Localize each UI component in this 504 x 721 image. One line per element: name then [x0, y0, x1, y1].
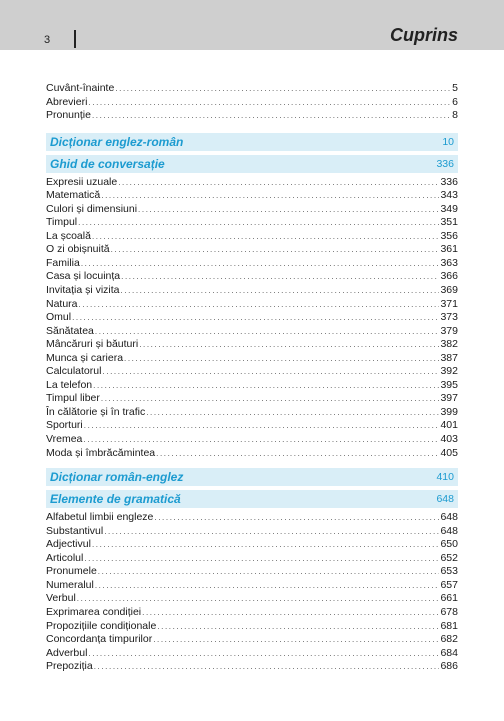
- dot-leader: [138, 203, 439, 217]
- dot-leader: [139, 338, 439, 352]
- toc-entry-page: 657: [440, 578, 458, 591]
- toc-entry[interactable]: [46, 176, 458, 190]
- toc-entry-label: Culori și dimensiuni: [46, 202, 138, 215]
- toc-entry[interactable]: [46, 592, 458, 606]
- toc-entry-label: Numeralul: [46, 578, 94, 591]
- toc-entry-page: 684: [440, 646, 458, 659]
- toc-entry-page: 336: [440, 175, 458, 188]
- toc-entry[interactable]: [46, 365, 458, 379]
- toc-entry[interactable]: [46, 270, 458, 284]
- dot-leader: [156, 447, 439, 461]
- dot-leader: [83, 433, 439, 447]
- toc-entry[interactable]: [46, 189, 458, 203]
- dot-leader: [142, 606, 439, 620]
- toc-entry-page: 361: [440, 243, 458, 256]
- dot-leader: [92, 230, 440, 244]
- dot-leader: [92, 538, 440, 552]
- toc-entry-page: 387: [440, 351, 458, 364]
- spacer: [46, 460, 458, 464]
- section-page: 336: [436, 157, 454, 170]
- table-of-contents: [46, 82, 458, 674]
- dot-leader: [72, 311, 439, 325]
- toc-entry[interactable]: [46, 406, 458, 420]
- toc-entry-page: 399: [440, 405, 458, 418]
- toc-entry-label: În călătorie și în trafic: [46, 405, 146, 418]
- dot-leader: [101, 189, 439, 203]
- toc-entry-label: Sporturi: [46, 419, 83, 432]
- toc-entry-page: 382: [440, 338, 458, 351]
- toc-entry-label: Adverbul: [46, 646, 88, 659]
- toc-entry-page: 648: [440, 524, 458, 537]
- toc-entry-label: Verbul: [46, 592, 76, 605]
- toc-entry-label: La școală: [46, 229, 91, 242]
- dot-leader: [157, 620, 439, 634]
- toc-entry-label: Alfabetul limbii engleze: [46, 511, 154, 524]
- dot-leader: [84, 552, 439, 566]
- toc-entry[interactable]: [46, 311, 458, 325]
- toc-entry-page: 652: [440, 551, 458, 564]
- dot-leader: [84, 419, 440, 433]
- toc-entry[interactable]: [46, 96, 458, 110]
- section-heading[interactable]: [46, 133, 458, 151]
- toc-entry-page: 682: [440, 633, 458, 646]
- toc-entry-page: 379: [440, 324, 458, 337]
- toc-entry[interactable]: [46, 243, 458, 257]
- toc-entry-label: Vremea: [46, 433, 83, 446]
- dot-leader: [118, 176, 439, 190]
- section-heading[interactable]: [46, 468, 458, 486]
- toc-entry[interactable]: [46, 538, 458, 552]
- dot-leader: [146, 406, 439, 420]
- spacer: [46, 123, 458, 129]
- toc-entry[interactable]: [46, 552, 458, 566]
- toc-entry-page: 369: [440, 284, 458, 297]
- toc-entry[interactable]: [46, 230, 458, 244]
- toc-entry[interactable]: [46, 284, 458, 298]
- section-heading[interactable]: [46, 155, 458, 173]
- toc-entry-label: Cuvânt-înainte: [46, 82, 115, 94]
- dot-leader: [111, 243, 440, 257]
- toc-entry-page: 401: [440, 419, 458, 432]
- dot-leader: [77, 592, 440, 606]
- toc-entry-label: Abrevieri: [46, 95, 88, 108]
- section-page: 648: [436, 493, 454, 506]
- toc-entry-page: 349: [440, 202, 458, 215]
- toc-entry-label: Exprimarea condiției: [46, 605, 142, 618]
- dot-leader: [88, 647, 439, 661]
- toc-entry-label: Munca și cariera: [46, 351, 124, 364]
- section-title: Ghid de conversație: [50, 156, 165, 171]
- toc-entry[interactable]: [46, 565, 458, 579]
- toc-entry[interactable]: [46, 447, 458, 461]
- dot-leader: [121, 284, 440, 298]
- dot-leader: [124, 352, 439, 366]
- toc-entry-label: Invitația și vizita: [46, 284, 120, 297]
- toc-entry[interactable]: [46, 82, 458, 96]
- page-title: Cuprins: [389, 25, 458, 45]
- toc-entry[interactable]: [46, 647, 458, 661]
- dot-leader: [121, 270, 439, 284]
- toc-entry-page: 5: [452, 82, 458, 94]
- dot-leader: [95, 325, 440, 339]
- toc-entry-label: Propozițiile condiționale: [46, 619, 157, 632]
- toc-entry-page: 392: [440, 365, 458, 378]
- section-title: Dicționar englez-român: [50, 134, 184, 149]
- toc-entry[interactable]: [46, 257, 458, 271]
- dot-leader: [104, 525, 439, 539]
- toc-entry-page: 678: [440, 605, 458, 618]
- dot-leader: [88, 96, 451, 110]
- dot-leader: [115, 82, 451, 96]
- page-number: 3: [44, 34, 51, 46]
- toc-entry-page: 366: [440, 270, 458, 283]
- toc-entry[interactable]: [46, 325, 458, 339]
- toc-entry-page: 373: [440, 311, 458, 324]
- toc-entry-label: Moda și îmbrăcămintea: [46, 446, 156, 459]
- toc-entry-page: 343: [440, 189, 458, 202]
- dot-leader: [79, 298, 440, 312]
- toc-entry[interactable]: [46, 392, 458, 406]
- dot-leader: [78, 216, 439, 230]
- toc-entry-page: 403: [440, 433, 458, 446]
- dot-leader: [81, 257, 440, 271]
- toc-entry-page: 356: [440, 229, 458, 242]
- toc-entry-page: 6: [452, 95, 458, 108]
- toc-entry-label: Casa și locuința: [46, 270, 121, 283]
- toc-entry-label: Mâncăruri și băuturi: [46, 338, 139, 351]
- toc-entry-page: 648: [440, 511, 458, 524]
- dot-leader: [98, 565, 440, 579]
- toc-entry-label: Omul: [46, 311, 72, 324]
- toc-entry-label: Substantivul: [46, 524, 104, 537]
- toc-entry[interactable]: [46, 379, 458, 393]
- dot-leader: [102, 365, 439, 379]
- toc-entry-label: Expresii uzuale: [46, 175, 118, 188]
- dot-leader: [101, 392, 440, 406]
- toc-entry-page: 681: [440, 619, 458, 632]
- toc-entry[interactable]: [46, 203, 458, 217]
- toc-entry-label: O zi obișnuită: [46, 243, 110, 256]
- section-title: Dicționar român-englez: [50, 470, 184, 485]
- dot-leader: [153, 633, 439, 647]
- dot-leader: [154, 511, 439, 525]
- toc-entry-label: Articolul: [46, 551, 84, 564]
- toc-entry-page: 363: [440, 256, 458, 269]
- toc-entry-label: Timpul: [46, 216, 78, 229]
- toc-entry-label: La telefon: [46, 378, 93, 391]
- toc-entry-label: Adjectivul: [46, 538, 91, 551]
- toc-entry-label: Pronumele: [46, 565, 97, 578]
- toc-entry-page: 397: [440, 392, 458, 405]
- toc-entry-page: 351: [440, 216, 458, 229]
- dot-leader: [94, 660, 440, 674]
- toc-entry-label: Calculatorul: [46, 365, 102, 378]
- toc-entry[interactable]: [46, 511, 458, 525]
- toc-entry-label: Natura: [46, 297, 78, 310]
- toc-entry[interactable]: [46, 660, 458, 674]
- dot-leader: [93, 379, 439, 393]
- toc-entry-page: 405: [440, 446, 458, 459]
- toc-entry-page: 395: [440, 378, 458, 391]
- toc-entry-label: Concordanța timpurilor: [46, 633, 153, 646]
- toc-entry-page: 8: [452, 109, 458, 122]
- toc-entry-label: Familia: [46, 256, 80, 269]
- section-page: 410: [436, 471, 454, 484]
- dot-leader: [95, 579, 440, 593]
- toc-entry[interactable]: [46, 352, 458, 366]
- toc-entry[interactable]: [46, 298, 458, 312]
- toc-entry[interactable]: [46, 419, 458, 433]
- page-header: [0, 0, 504, 50]
- section-title: Elemente de gramatică: [50, 492, 181, 507]
- toc-entry[interactable]: [46, 216, 458, 230]
- section-page: 10: [442, 135, 454, 148]
- toc-entry[interactable]: [46, 620, 458, 634]
- toc-entry-label: Matematică: [46, 189, 101, 202]
- toc-entry[interactable]: [46, 525, 458, 539]
- toc-entry-page: 661: [440, 592, 458, 605]
- toc-entry[interactable]: [46, 633, 458, 647]
- section-heading[interactable]: [46, 490, 458, 508]
- toc-entry[interactable]: [46, 579, 458, 593]
- dot-leader: [92, 109, 451, 123]
- toc-entry[interactable]: [46, 338, 458, 352]
- toc-entry-page: 653: [440, 565, 458, 578]
- toc-entry[interactable]: [46, 606, 458, 620]
- toc-entry-page: 371: [440, 297, 458, 310]
- toc-entry-label: Pronunție: [46, 109, 91, 122]
- toc-entry-page: 686: [440, 660, 458, 673]
- header-divider: [74, 30, 76, 48]
- toc-entry[interactable]: [46, 109, 458, 123]
- toc-entry[interactable]: [46, 433, 458, 447]
- toc-entry-label: Sănătatea: [46, 324, 94, 337]
- toc-entry-label: Timpul liber: [46, 392, 100, 405]
- toc-entry-label: Prepoziția: [46, 660, 93, 673]
- toc-entry-page: 650: [440, 538, 458, 551]
